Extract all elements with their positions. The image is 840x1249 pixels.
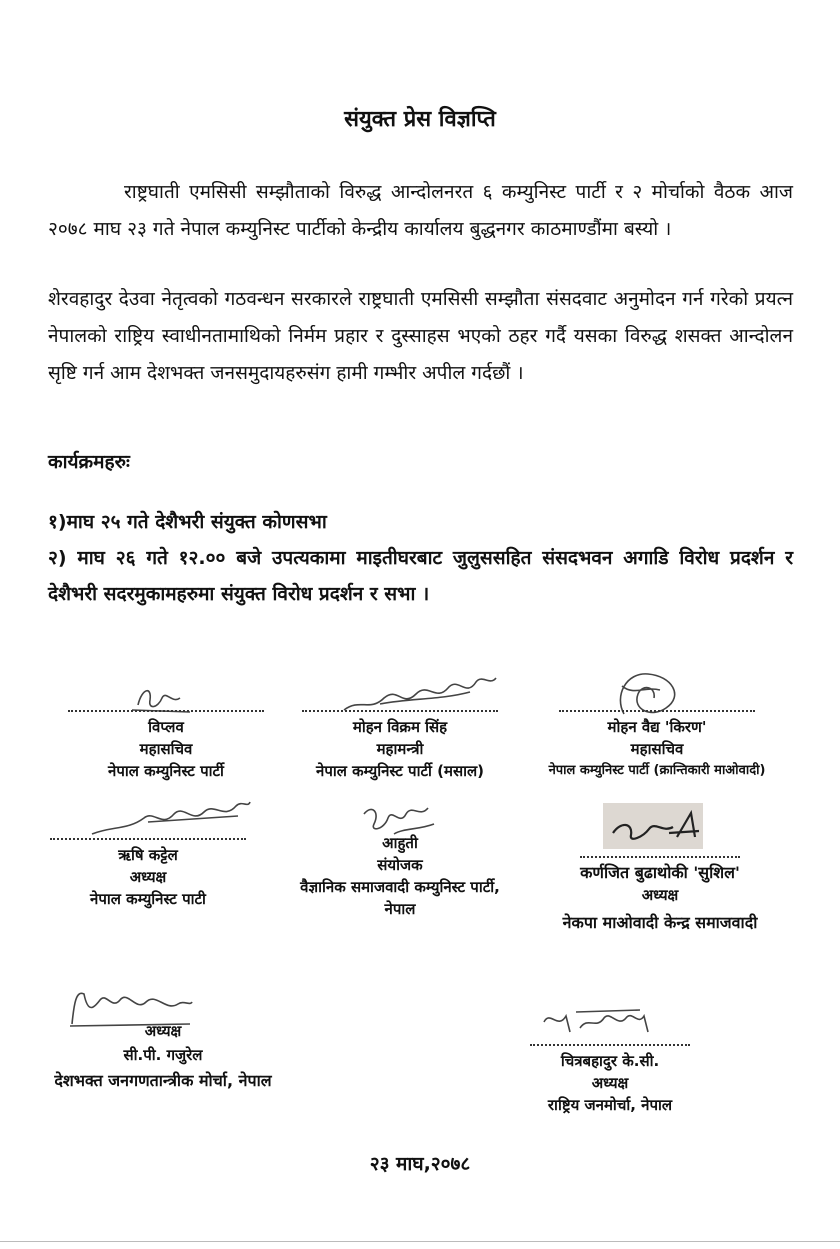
signatory-block [48, 838, 248, 910]
signatory-organization: नेपाल कम्युनिस्ट पार्टी [108, 762, 224, 780]
programs-heading: कार्यक्रमहरुः [48, 451, 130, 473]
signatory-name: मोहन वैद्य 'किरण' [607, 718, 707, 736]
signatory-name: मोहन विक्रम सिंह [352, 718, 448, 736]
signatory-role: अध्यक्ष [129, 868, 167, 886]
signatory-name: कर्णजित बुढाथोकी 'सुशिल' [580, 863, 740, 882]
signatory-organization: नेपाल कम्युनिस्ट पार्टी (क्रान्तिकारी माओवादी) [548, 763, 766, 778]
signatory-name: विप्लव [148, 718, 184, 736]
signature-line [50, 838, 246, 840]
signatory-role: महासचिव [630, 740, 684, 758]
program-item: १)माघ २५ गते देशैभरी संयुक्त कोणसभा [48, 511, 327, 533]
signatory-organization: नेकपा माओवादी केन्द्र समाजवादी [562, 913, 758, 932]
signatory-organization: राष्ट्रिय जनमोर्चा, नेपाल [547, 1096, 673, 1114]
signatory-role: महामन्त्री [376, 740, 424, 758]
signatory-name: आहुती [382, 834, 418, 852]
signatory-organization: नेपाल कम्युनिस्ट पार्टी (मसाल) [316, 762, 484, 780]
program-item: २) माघ २६ गते १२.०० बजे उपत्यकामा माइतीघरबाट जुलुससहित संसदभवन अगाडि विरोध प्रदर्शन र देशैभरी सदरमुकामहरुमा संयुक्त विरोध प्रदर्शन र सभा । [48, 547, 793, 605]
signatory-organization: देशभक्त जनगणतान्त्रीक मोर्चा, नेपाल [54, 1071, 272, 1090]
signatory-name: चित्रबहादुर के.सी. [560, 1052, 660, 1070]
signature-line [302, 710, 498, 712]
signatory-block [300, 832, 500, 920]
signatory-organization: वैज्ञानिक समाजवादी कम्युनिस्ट पार्टी, नेपाल [300, 878, 500, 918]
paragraph-meeting: राष्ट्रघाती एमसिसी सम्झौताको विरुद्ध आन्दोलनरत ६ कम्युनिस्ट पार्टी र २ मोर्चाको वैठक आज २०७८ माघ २३ गते नेपाल कम्युनिस्ट पार्टीको केन्द्रीय कार्यालय बुद्धनगर काठमाण्डौंमा बस्यो । [48, 181, 793, 240]
signatory-block [522, 710, 792, 782]
signatory-block [530, 1044, 690, 1116]
signatory-organization: नेपाल कम्युनिस्ट पाटी [90, 890, 206, 908]
signatory-role: अध्यक्ष [144, 1022, 182, 1040]
signatory-block [48, 1020, 278, 1092]
signatory-name: सी.पी. गजुरेल [123, 1046, 203, 1064]
signature-line [530, 1044, 690, 1046]
signatory-role: संयोजक [377, 856, 423, 874]
signatory-role: अध्यक्ष [591, 1074, 629, 1092]
page-edge-divider [0, 1241, 840, 1242]
signatory-block [300, 710, 500, 782]
signatory-block [540, 856, 780, 934]
signatory-role: अध्यक्ष [641, 886, 679, 904]
handwritten-signature [88, 794, 254, 840]
signature-line [559, 710, 755, 712]
signatory-name: ऋषि कट्टेल [118, 846, 178, 864]
issue-date: २३ माघ,२०७८ [369, 1153, 471, 1175]
signatory-role: महासचिव [139, 740, 193, 758]
signature-line [68, 710, 264, 712]
paragraph-appeal: शेरवहादुर देउवा नेतृत्वको गठवन्धन सरकारले राष्ट्रघाती एमसिसी सम्झौता संसदवाट अनुमोदन गर्न गरेको प्रयत्न नेपालको राष्ट्रिय स्वाधीनतामाथिको निर्मम प्रहार र दुस्साहस भएको ठहर गर्दै यसका विरुद्ध शसक्त आन्दोलन सृष्टि गर्न आम देशभक्त जनसमुदायहरुसंग हामी गम्भीर अपील गर्दछौं । [48, 288, 793, 384]
signature-image [603, 803, 703, 849]
handwritten-signature [540, 1000, 658, 1040]
signatory-block [66, 710, 266, 782]
signature-line [580, 856, 740, 858]
press-release-title: संयुक्त प्रेस विज्ञप्ति [344, 107, 496, 132]
